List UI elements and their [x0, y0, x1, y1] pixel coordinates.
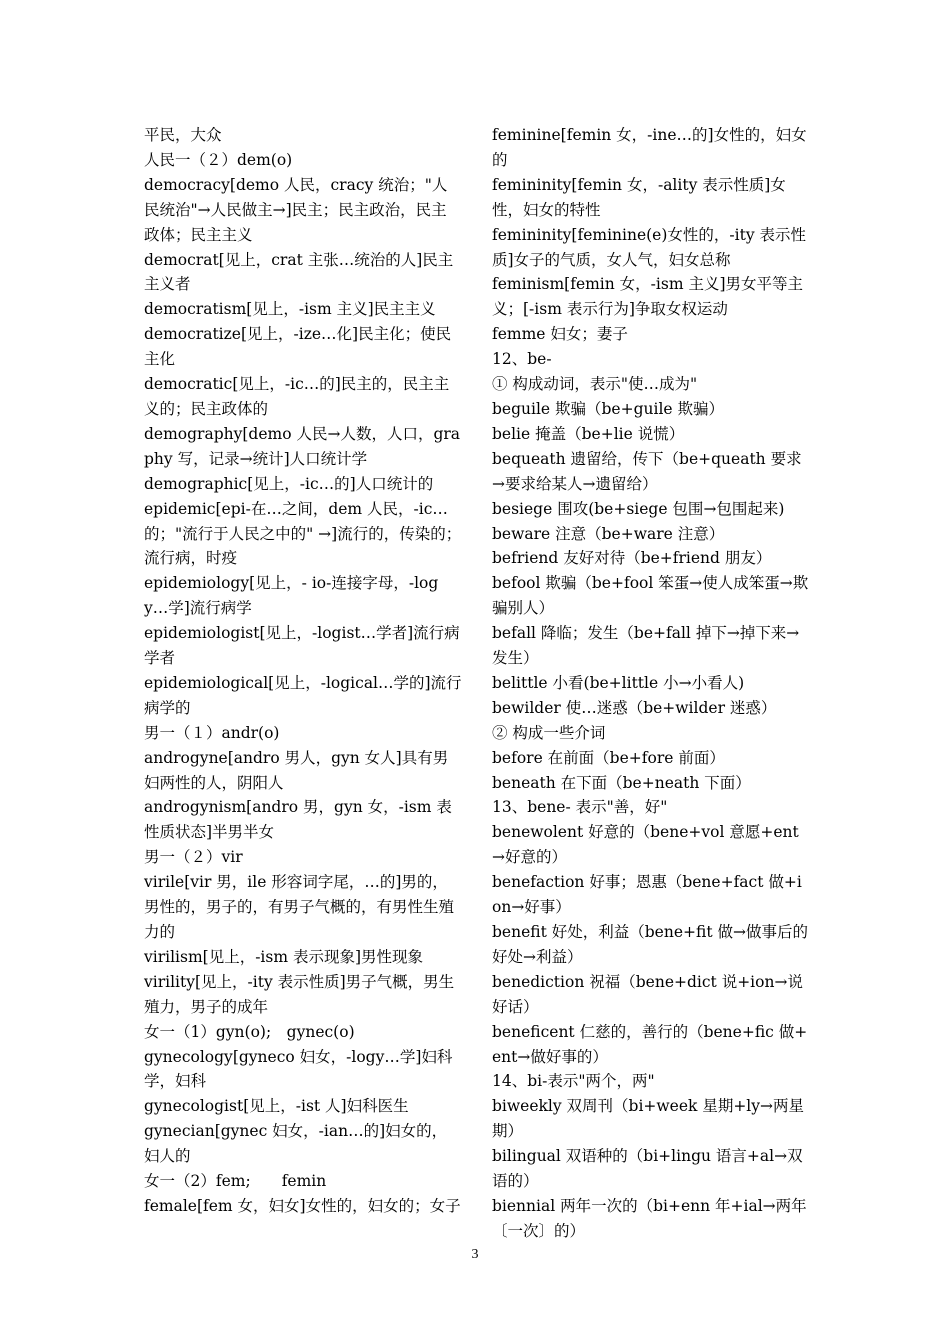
- text-line: virilism[见上，-ism 表示现象]男性现象: [144, 947, 424, 966]
- text-line: femininity[femin 女，-ality 表示性质]女性，妇女的特性: [492, 175, 786, 219]
- text-line: virile[vir 男，ile 形容词字尾，…的]男的，男性的，男子的，有男子气概的，有男性生殖力的: [144, 873, 455, 941]
- page-number: 3: [471, 1247, 479, 1262]
- text-line: befall 降临；发生（be+fall 掉下→掉下来→发生）: [492, 624, 800, 668]
- text-line: bequeath 遗留给，传下（be+queath 要求→要求给某人→遗留给）: [492, 449, 802, 493]
- text-line: femme 妇女；妻子: [492, 325, 628, 344]
- text-line: epidemiological[见上，-logical…学的]流行病学的: [144, 673, 462, 717]
- subsection-heading: ① 构成动词，表示"使…成为": [492, 375, 698, 394]
- text-line: androgyne[andro 男人，gyn 女人]具有男妇两性的人，阴阳人: [144, 748, 449, 792]
- right-text-column: [492, 123, 810, 1244]
- text-line: epidemic[epi-在…之间，dem 人民，-ic…的；"流行于人民之中的" →]流行的，传染的；流行病，时疫: [144, 499, 462, 568]
- text-line: virility[见上，-ity 表示性质]男子气概，男生殖力，男子的成年: [144, 972, 455, 1016]
- text-line: democratize[见上，-ize…化]民主化；使民主化: [144, 325, 452, 369]
- text-line: gynecian[gynec 妇女，-ian…的]妇女的，妇人的: [144, 1122, 448, 1166]
- text-line: benefaction 好事；恩惠（bene+fact 做+ion→好事）: [492, 873, 802, 917]
- text-line: benediction 祝福（bene+dict 说+ion→说好话）: [492, 972, 803, 1016]
- text-line: belittle 小看(be+little 小→小看人): [492, 673, 745, 692]
- text-line: belie 掩盖（be+lie 说慌）: [492, 424, 685, 443]
- text-line: beneath 在下面（be+neath 下面）: [492, 773, 751, 792]
- section-heading: 13、bene- 表示"善，好": [492, 798, 668, 817]
- section-heading: 女一（2）fem; femin: [144, 1172, 327, 1191]
- text-line: bewilder 使…迷惑（be+wilder 迷惑）: [492, 698, 777, 717]
- section-heading: 男一（２）vir: [144, 848, 243, 867]
- text-line: democratic[见上，-ic…的]民主的，民主主义的；民主政体的: [144, 375, 450, 418]
- text-line: befriend 友好对待（be+friend 朋友）: [492, 549, 772, 568]
- text-line: beneficent 仁慈的，善行的（bene+fic 做+ent→做好事的）: [492, 1022, 808, 1066]
- text-line: gynecology[gyneco 妇女，-logy…学]妇科学，妇科: [144, 1047, 453, 1091]
- text-line: beguile 欺骗（be+guile 欺骗）: [492, 399, 725, 418]
- text-line: benefit 好处，利益（bene+fit 做→做事后的好处→利益）: [492, 923, 808, 966]
- text-line: 人民一（２）dem(o): [144, 150, 293, 169]
- text-line: before 在前面（be+fore 前面）: [492, 748, 725, 767]
- text-line: demographic[见上，-ic…的]人口统计的: [144, 474, 434, 493]
- text-line: democracy[demo 人民，cracy 统治；"人民统治"→人民做主→]民主；民主政治，民主政体；民主主义: [144, 175, 448, 244]
- text-line: 平民，大众: [144, 126, 222, 144]
- text-line: epidemiology[见上，- io-连接字母，-logy…学]流行病学: [144, 574, 439, 618]
- left-text-column: [144, 123, 462, 1219]
- section-heading: 男一（１）andr(o): [144, 723, 280, 742]
- text-line: befool 欺骗（be+fool 笨蛋→使人成笨蛋→欺骗别人）: [492, 574, 809, 618]
- text-line: benewolent 好意的（bene+vol 意愿+ent→好意的）: [492, 823, 799, 867]
- section-heading: 女一（1）gyn(o); gynec(o): [144, 1022, 355, 1041]
- section-heading: 12、be-: [492, 350, 552, 369]
- text-line: democratism[见上，-ism 主义]民主主义: [144, 300, 436, 319]
- text-line: demography[demo 人民→人数，人口，graphy 写，记录→统计]人口统计学: [144, 424, 461, 468]
- text-line: femininity[feminine(e)女性的，-ity 表示性质]女子的气质，女人气，妇女总称: [492, 225, 807, 269]
- text-line: besiege 围攻(be+siege 包围→包围起来): [492, 499, 785, 518]
- text-line: gynecologist[见上，-ist 人]妇科医生: [144, 1097, 409, 1116]
- text-line: beware 注意（be+ware 注意）: [492, 524, 725, 543]
- text-line: democrat[见上，crat 主张…统治的人]民主主义者: [144, 250, 454, 294]
- text-line: feminine[femin 女，-ine…的]女性的，妇女的: [492, 126, 807, 169]
- text-line: biweekly 双周刊（bi+week 星期+ly→两星期）: [492, 1097, 805, 1141]
- text-line: bilingual 双语种的（bi+lingu 语言+al→双语的）: [492, 1147, 803, 1191]
- text-line: epidemiologist[见上，-logist…学者]流行病学者: [144, 624, 460, 668]
- section-heading: 14、bi-表示"两个，两": [492, 1072, 655, 1091]
- text-line: biennial 两年一次的（bi+enn 年+ial→两年〔一次〕的）: [492, 1196, 807, 1240]
- text-line: female[fem 女，妇女]女性的，妇女的；女子: [144, 1196, 461, 1215]
- text-line: feminism[femin 女，-ism 主义]男女平等主义；[-ism 表示行为]争取女权运动: [492, 275, 803, 319]
- text-line: androgynism[andro 男，gyn 女，-ism 表性质状态]半男半女: [144, 798, 452, 842]
- subsection-heading: ② 构成一些介词: [492, 723, 606, 742]
